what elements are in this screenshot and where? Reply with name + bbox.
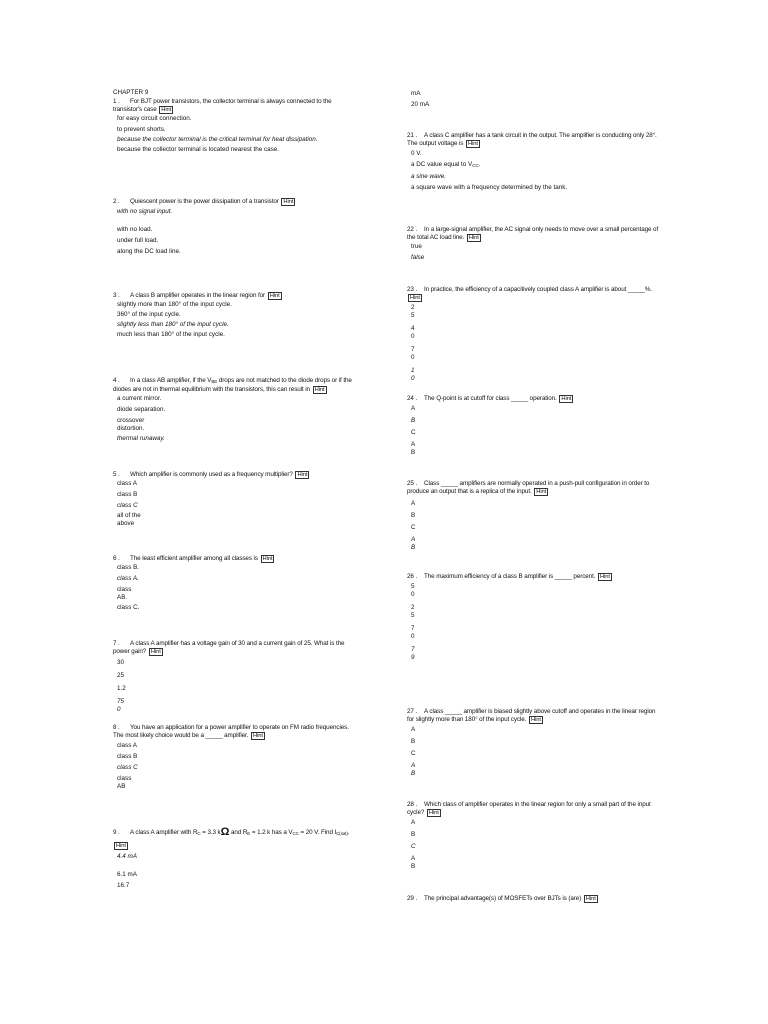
question-4: 4 . In a class AB amplifier, if the $V_{BE}$ drops are not matched to the diode drops or if the diodes are not in thermal equilibrium with the transistors, this can result in Hint a current mirror. diode separation. crossover distortion. thermal runaway. (113, 377, 358, 443)
question-text: Class _____ amplifiers are normally operated in a push-pull configuration in order to produce an output that is a replica of the input. (407, 480, 650, 495)
hint-link[interactable]: Hint (150, 649, 161, 655)
option[interactable]: because the collector terminal is the critical terminal for heat dissipation. (117, 136, 318, 143)
option[interactable]: B (411, 831, 416, 838)
question-text: Quiescent power is the power dissipation of a transistor (130, 198, 279, 205)
hint-link[interactable]: Hint (468, 235, 479, 241)
option[interactable]: a sine wave. (411, 173, 447, 180)
question-text: Which class of amplifier operates in the linear region for only a small part of the input cycle? (407, 801, 651, 816)
hint-link[interactable]: Hint (561, 396, 572, 402)
hint-link[interactable]: Hint (161, 107, 172, 113)
option[interactable]: with no load. (117, 226, 153, 233)
hint-link[interactable]: Hint (116, 843, 126, 849)
question-8: 8 . You have an application for a power amplifier to operate on FM radio frequencies. The most likely choice would be a _____ amplifier. Hint class A class B class C class AB (113, 724, 358, 791)
option[interactable]: B (411, 512, 416, 519)
option[interactable]: class AB. (117, 586, 132, 601)
option[interactable]: class A. (117, 575, 139, 582)
option[interactable]: true (411, 243, 422, 250)
option[interactable]: 70 (411, 625, 415, 640)
question-text: A class _____ amplifier is biased slightly above cutoff and operates in the linear region for slightly more than 180° of the input cycle. (407, 708, 656, 723)
option[interactable]: 10 (411, 367, 415, 382)
option[interactable]: 360° of the input cycle. (117, 311, 181, 318)
question-7: 7 . A class A amplifier has a voltage gain of 30 and a current gain of 25. What is the power gain? Hint 30 25 1.2 750 (113, 640, 358, 714)
hint-link[interactable]: Hint (297, 472, 308, 478)
question-27: 27 . A class _____ amplifier is biased slightly above cutoff and operates in the linear region for slightly more than 180° of the input cycle. Hint A B C AB (407, 708, 662, 778)
option[interactable]: 16.7 (117, 882, 130, 889)
option[interactable]: 750 (117, 698, 125, 713)
option[interactable]: because the collector terminal is located nearest the case. (117, 146, 280, 153)
option[interactable]: 40 (411, 325, 415, 340)
option[interactable]: A (411, 405, 416, 412)
question-text: A class A amplifier has a voltage gain of 30 and a current gain of 25. What is the power gain? (113, 640, 345, 655)
option[interactable]: false (411, 254, 425, 261)
option[interactable]: C (411, 843, 416, 850)
option[interactable]: 25 (411, 604, 415, 619)
option[interactable]: C (411, 524, 416, 531)
option[interactable]: C (411, 750, 416, 757)
option[interactable]: much less than 180° of the input cycle. (117, 331, 225, 338)
option[interactable]: class B. (117, 564, 140, 571)
option[interactable]: A (411, 726, 416, 733)
question-9: 9 . A class A amplifier with $R_C = 3.3$ kΩ and $R_E = 1.2$ k has a $V_{CC} = 20$ V. Find $I_{C(sat)}$. Hint 4.4 mA 6.1 mA 16.7 (113, 826, 358, 890)
option[interactable]: crossover distortion. (117, 417, 145, 432)
question-6: 6 . The least efficient amplifier among all classes is Hint class B. class A. class AB. class C. (113, 555, 358, 612)
option[interactable]: B (411, 417, 416, 424)
question-3: 3 . A class B amplifier operates in the linear region for Hint slightly more than 180° of the input cycle. 360° of the input cycle. slightly less than 180° of the input cycle. much less than 180° of the input cycle. (113, 292, 358, 339)
option[interactable]: AB (411, 855, 416, 870)
option[interactable]: a DC value equal to $V_{CC}$. (411, 161, 481, 168)
option[interactable]: a current mirror. (117, 395, 162, 402)
option[interactable]: 1.2 (117, 685, 126, 692)
question-2: 2 . Quiescent power is the power dissipation of a transistor Hint with no signal input. with no load. under full load. along the DC load line. (113, 198, 358, 256)
hint-link[interactable]: Hint (600, 574, 610, 580)
option[interactable]: 6.1 mA (117, 871, 137, 878)
question-5: 5 . Which amplifier is commonly used as a frequency multiplier? Hint class A class B class C all of the above (113, 471, 358, 528)
option[interactable]: slightly more than 180° of the input cycle. (117, 301, 232, 308)
option[interactable]: class C. (117, 604, 140, 611)
question-text: For BJT power transistors, the collector terminal is always connected to the transistor's case (113, 98, 332, 113)
option[interactable]: 70 (411, 346, 415, 361)
option[interactable]: 50 (411, 583, 415, 598)
option[interactable]: along the DC load line. (117, 248, 181, 255)
option[interactable]: class B (117, 491, 138, 498)
hint-link[interactable]: Hint (410, 295, 420, 301)
question-21: 21 . A class C amplifier has a tank circuit in the output. The amplifier is conducting only 28°. The output voltage is Hint 0 V. a DC value equal to $V_{CC}$. a sine wave. a square wave with a frequency determined by the tank. (407, 132, 662, 192)
option[interactable]: A (411, 819, 416, 826)
option[interactable]: class A (117, 480, 137, 487)
question-24: 24 . The Q-point is at cutoff for class _____ operation. Hint A B C AB (407, 395, 662, 457)
hint-link[interactable]: Hint (262, 556, 273, 562)
question-25: 25 . Class _____ amplifiers are normally operated in a push-pull configuration in order to produce an output that is a replica of the input. Hint A B C AB (407, 480, 662, 552)
option[interactable]: 4.4 mA (117, 853, 137, 860)
question-text: In practice, the efficiency of a capacitively coupled class A amplifier is about _____%. (424, 286, 653, 293)
option[interactable]: slightly less than 180° of the input cycle. (117, 321, 229, 328)
option[interactable]: 25 (411, 304, 415, 319)
hint-link[interactable]: Hint (283, 199, 294, 205)
option[interactable]: 0 V. (411, 150, 422, 157)
hint-link[interactable]: Hint (536, 489, 547, 495)
chapter-heading: CHAPTER 9 (113, 89, 149, 96)
option[interactable]: class B (117, 753, 138, 760)
question-22: 22 . In a large-signal amplifier, the AC signal only needs to move over a small percentage of the total AC load line. Hint true false (407, 226, 662, 262)
option[interactable]: AB (411, 441, 416, 456)
option[interactable]: AB (411, 536, 416, 551)
question-23: 23 . In practice, the efficiency of a capacitively coupled class A amplifier is about _____%. Hint 25 40 70 10 (407, 286, 653, 382)
question-text: The Q-point is at cutoff for class _____ operation. (424, 395, 557, 402)
option[interactable]: class A (117, 742, 137, 749)
option[interactable]: diode separation. (117, 406, 166, 413)
option[interactable]: 25 (117, 672, 125, 679)
option[interactable]: under full load. (117, 237, 159, 244)
omega-symbol: Ω (220, 826, 230, 838)
hint-link[interactable]: Hint (585, 896, 596, 902)
question-29: 29 . The principal advantage(s) of MOSFETs over BJTs is (are) Hint (407, 895, 596, 902)
question-text: The least efficient amplifier among all classes is (130, 555, 258, 562)
option[interactable]: all of the above (117, 512, 141, 527)
question-text: Which amplifier is commonly used as a frequency multiplier? (130, 471, 293, 478)
option[interactable]: A (411, 500, 416, 507)
option[interactable]: to prevent shorts. (117, 126, 166, 133)
option[interactable]: class C (117, 764, 138, 771)
option[interactable]: class AB (117, 775, 132, 790)
option[interactable]: with no signal input. (117, 208, 173, 215)
question-text: You have an application for a power amplifier to operate on FM radio frequencies. The most likely choice would be a _____ amplifier. (113, 724, 349, 739)
option[interactable]: class C (117, 502, 138, 509)
question-26: 26 . The maximum efficiency of a class B amplifier is _____ percent. Hint 50 25 70 79 (407, 573, 610, 661)
option[interactable]: 20 mA (411, 101, 430, 108)
option[interactable]: B (411, 738, 416, 745)
continued-options (407, 90, 662, 109)
option[interactable]: for easy circuit connection. (117, 115, 192, 122)
question-text: A class B amplifier operates in the linear region for (130, 292, 266, 299)
question-text: A class C amplifier has a tank circuit in the output. The amplifier is conducting only 28°. The output voltage is (407, 132, 657, 147)
option[interactable]: C (411, 429, 416, 436)
option[interactable]: 79 (411, 646, 415, 661)
option[interactable]: thermal runaway. (117, 435, 165, 442)
option[interactable]: AB (411, 762, 416, 777)
question-28: 28 . Which class of amplifier operates in the linear region for only a small part of the input cycle? Hint A B C AB (407, 801, 662, 871)
hint-link[interactable]: Hint (428, 810, 439, 816)
question-text: The maximum efficiency of a class B amplifier is _____ percent. (424, 573, 596, 580)
hint-link[interactable]: Hint (314, 387, 325, 393)
option[interactable]: mA (411, 90, 421, 97)
hint-link[interactable]: Hint (253, 733, 263, 739)
question-1: 1 . For BJT power transistors, the collector terminal is always connected to the transistor's case Hint for easy circuit connection. to prevent shorts. because the collector terminal is the critical terminal for heat dissipation. because the collector terminal is located nearest the case. (113, 98, 358, 154)
option[interactable]: 30 (117, 659, 125, 666)
question-text: The principal advantage(s) of MOSFETs over BJTs is (are) (424, 895, 582, 902)
question-text: In a large-signal amplifier, the AC signal only needs to move over a small percentage of the total AC load line. (407, 226, 659, 241)
hint-link[interactable]: Hint (530, 717, 541, 723)
hint-link[interactable]: Hint (269, 293, 280, 299)
option[interactable]: a square wave with a frequency determined by the tank. (411, 184, 568, 191)
hint-link[interactable]: Hint (468, 141, 478, 147)
